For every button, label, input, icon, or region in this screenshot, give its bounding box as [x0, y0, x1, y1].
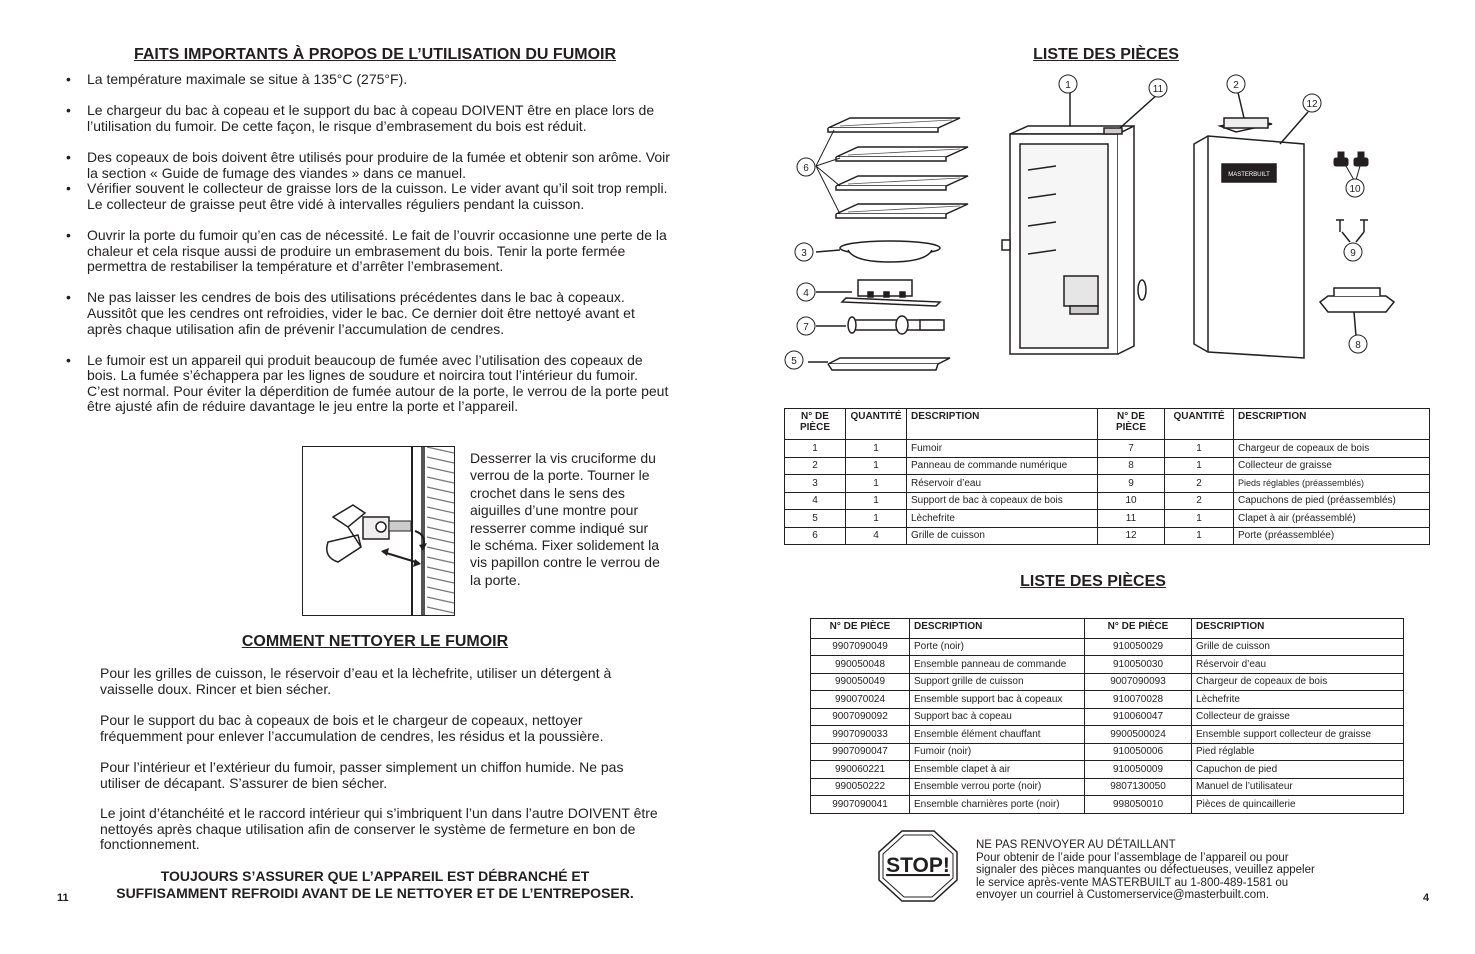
table-cell: Grille de cuisson — [1192, 638, 1404, 656]
column-header: N° DE PIÈCE — [1098, 409, 1165, 440]
table-cell: 12 — [1098, 527, 1165, 545]
table-cell: 10 — [1098, 492, 1165, 510]
table-row — [785, 527, 1430, 545]
warning-line-2: SUFFISAMMENT REFROIDI AVANT DE LE NETTOYER ET DE L’ENTREPOSER. — [116, 885, 634, 901]
table-cell: 9907090041 — [811, 796, 910, 814]
table-cell: 9807130050 — [1085, 778, 1192, 796]
table-cell: Ensemble support bac à copeaux — [910, 691, 1085, 709]
wood-chip-loader-drawing — [816, 316, 944, 334]
door-latch-drawing — [303, 447, 454, 615]
table-cell: 2 — [785, 457, 846, 475]
clean-paragraph: Le joint d’étanchéité et le raccord intérieur qui s’imbriquent l’un dans l’autre DOIVENT être nettoyés après chaque utilisation afin de conserver le système de fermeture en bon de fonctionnement. — [100, 805, 658, 853]
table-row — [811, 796, 1404, 814]
table-cell: 9007090092 — [811, 708, 910, 726]
column-header: QUANTITÉ — [1165, 409, 1234, 440]
warning-line-1: TOUJOURS S’ASSURER QUE L’APPAREIL EST DÉBRANCHÉ ET — [160, 868, 590, 884]
notice-line: le service après-vente MASTERBUILT au 1-800-489-1581 ou — [976, 876, 1289, 889]
table-row — [811, 656, 1404, 674]
column-header: DESCRIPTION — [910, 619, 1085, 639]
table-cell: Ensemble support collecteur de graisse — [1192, 726, 1404, 744]
table-cell: 5 — [785, 510, 846, 528]
table-cell: Réservoir d’eau — [1192, 656, 1404, 674]
table-cell: 1 — [1165, 457, 1234, 475]
table-cell: 1 — [846, 475, 907, 493]
cleaning-warning — [100, 868, 650, 902]
table-cell: Porte (préassemblée) — [1234, 527, 1430, 545]
table-cell: Clapet à air (préassemblé) — [1234, 510, 1430, 528]
callout-label: 4 — [803, 288, 809, 299]
table-cell: Manuel de l’utilisateur — [1192, 778, 1404, 796]
table-cell: Panneau de commande numérique — [907, 457, 1098, 475]
callout-label: 12 — [1306, 99, 1318, 110]
table-cell: Pied réglable — [1192, 743, 1404, 761]
table-cell: 910050030 — [1085, 656, 1192, 674]
table-cell: 990050222 — [811, 778, 910, 796]
chip-tray-bracket-drawing — [816, 280, 940, 306]
table-cell: Support bac à copeau — [910, 708, 1085, 726]
adjustable-feet-drawing — [1336, 220, 1368, 242]
table-cell: 1 — [785, 440, 846, 458]
latch-caption: Desserrer la vis cruciforme du verrou de la porte. Tourner le crochet dans le sens des aiguilles d’une montre pour resserrer comme indiqué sur le schéma. Fixer solidement la vis papillon contre le verrou de la porte. — [470, 450, 660, 588]
table-cell: Réservoir d’eau — [907, 475, 1098, 493]
bullet-item: • Ne pas laisser les cendres de bois des utilisations précédentes dans le bac à copeaux. Aussitôt que les cendres ont refroidies, vider le bac. Ce dernier doit être nettoyé avant et après chaque utilisation afin de prévenir l’accumulation de cendres. — [66, 290, 671, 337]
table-cell: 9907090033 — [811, 726, 910, 744]
table-row — [811, 743, 1404, 761]
table-cell: 9907090049 — [811, 638, 910, 656]
table-row — [785, 510, 1430, 528]
part-numbers-table — [810, 618, 1404, 814]
table-cell: 6 — [785, 527, 846, 545]
callout-label: 3 — [801, 248, 807, 259]
table-cell: Collecteur de graisse — [1192, 708, 1404, 726]
table-cell: 910050029 — [1085, 638, 1192, 656]
door-logo: MASTERBUILT — [1228, 172, 1270, 178]
table-row — [785, 440, 1430, 458]
parts-diagram — [780, 70, 1410, 380]
table-cell: 990070024 — [811, 691, 910, 709]
table-cell: 1 — [1165, 527, 1234, 545]
table-header-row — [811, 619, 1404, 639]
column-header: DESCRIPTION — [1192, 619, 1404, 639]
table-cell: 3 — [785, 475, 846, 493]
column-header: DESCRIPTION — [907, 409, 1098, 440]
bullet-item: • Des copeaux de bois doivent être utilisés pour produire de la fumée et obtenir son arôme. Voir la section « Guide de fumage des viandes » dans ce manuel. — [66, 150, 671, 181]
left-page-title: FAITS IMPORTANTS À PROPOS DE L’UTILISATION DU FUMOIR — [133, 46, 617, 63]
notice-line: Pour obtenir de l’aide pour l’assemblage de l’appareil ou pour — [976, 851, 1289, 864]
clean-paragraph: Pour l’intérieur et l’extérieur du fumoir, passer simplement un chiffon humide. Ne pas utiliser de décapant. S’assurer de bien sécher. — [100, 759, 624, 791]
clean-title: COMMENT NETTOYER LE FUMOIR — [241, 633, 509, 650]
cooking-grills-drawing — [828, 118, 968, 218]
table-header-row — [785, 409, 1430, 440]
retailer-notice — [976, 839, 1346, 902]
table-cell: 9900500024 — [1085, 726, 1192, 744]
table-row — [811, 691, 1404, 709]
table-cell: Support grille de cuisson — [910, 673, 1085, 691]
table-row — [785, 475, 1430, 493]
table-row — [811, 778, 1404, 796]
table-cell: Ensemble clapet à air — [910, 761, 1085, 779]
table-cell: 7 — [1098, 440, 1165, 458]
notice-line: NE PAS RENVOYER AU DÉTAILLANT — [976, 839, 1176, 851]
table-cell: 990050049 — [811, 673, 910, 691]
bullet-item: • Le fumoir est un appareil qui produit beaucoup de fumée avec l’utilisation des copeaux de bois. La fumée s’échappera par les lignes de soudure et noircira tout l’intérieur du fumoir. C’est normal. Pour éviter la déperdition de fumée autour de la porte, le verrou de la porte peut être ajusté afin de réduire davantage le jeu entre la porte et l’appareil. — [66, 353, 671, 415]
table-cell: Chargeur de copeaux de bois — [1192, 673, 1404, 691]
clean-paragraph: Pour les grilles de cuisson, le réservoir d’eau et la lèchefrite, utiliser un détergent à vaisselle doux. Rincer et bien sécher. — [100, 665, 612, 697]
table-cell: 910050009 — [1085, 761, 1192, 779]
clean-paragraph: Pour le support du bac à copeaux de bois et le chargeur de copeaux, nettoyer fréquemment pour enlever l’accumulation de cendres, les résidus et la poussière. — [100, 712, 604, 744]
table-cell: 990060221 — [811, 761, 910, 779]
callout-label: 8 — [1355, 340, 1361, 351]
left-page-number: 11 — [57, 892, 69, 904]
table-cell: 8 — [1098, 457, 1165, 475]
right-page-title-2: LISTE DES PIÈCES — [1020, 573, 1166, 590]
table-cell: 998050010 — [1085, 796, 1192, 814]
table-row — [785, 492, 1430, 510]
right-page-number: 4 — [1423, 892, 1430, 904]
table-cell: 1 — [1165, 440, 1234, 458]
table-cell: Fumoir — [907, 440, 1098, 458]
table-row — [785, 457, 1430, 475]
table-cell: Ensemble panneau de commande — [910, 656, 1085, 674]
callout-label: 6 — [803, 163, 809, 174]
callout-label: 1 — [1065, 80, 1071, 91]
callout-label: 10 — [1349, 184, 1361, 195]
table-cell: 4 — [785, 492, 846, 510]
callout-label: 2 — [1233, 80, 1239, 91]
bullet-item: • Ouvrir la porte du fumoir qu’en cas de nécessité. Le fait de l’ouvrir occasionne une perte de la chaleur et cela risque aussi de produire un embrasement du bois. Tenir la porte fermée permettra de restabiliser la température et d’arrêter l’embrasement. — [66, 228, 671, 275]
leg-caps-drawing — [1334, 152, 1368, 180]
table-cell: 9 — [1098, 475, 1165, 493]
column-header: QUANTITÉ — [846, 409, 907, 440]
table-cell: 1 — [846, 510, 907, 528]
smoker-body-drawing — [1002, 90, 1158, 354]
table-cell: 1 — [846, 440, 907, 458]
callout-label: 9 — [1350, 248, 1356, 259]
table-cell: Lèchefrite — [1192, 691, 1404, 709]
table-cell: 11 — [1098, 510, 1165, 528]
column-header: N° DE PIÈCE — [1085, 619, 1192, 639]
bullet-item: • Le chargeur du bac à copeau et le support du bac à copeau DOIVENT être en place lors de l’utilisation du fumoir. De cette façon, le risque d’embrasement du bois est réduit. — [66, 103, 671, 134]
water-bowl-drawing — [816, 241, 940, 262]
stop-sign-icon — [878, 830, 958, 902]
callout-label: 11 — [1152, 84, 1164, 95]
table-cell: Grille de cuisson — [907, 527, 1098, 545]
table-row — [811, 708, 1404, 726]
bullet-item: • Vérifier souvent le collecteur de graisse lors de la cuisson. Le vider avant qu’il soit trop rempli. Le collecteur de graisse peut être vidé à intervalles réguliers pendant la cuisson. — [66, 181, 671, 212]
table-cell: 4 — [846, 527, 907, 545]
table-cell: Pieds réglables (préassemblés) — [1234, 475, 1430, 493]
grease-tray-drawing — [1320, 288, 1394, 336]
table-cell: Ensemble charnières porte (noir) — [910, 796, 1085, 814]
table-cell: 9007090093 — [1085, 673, 1192, 691]
table-row — [811, 638, 1404, 656]
drip-pan-drawing — [808, 358, 950, 370]
table-cell: 1 — [846, 492, 907, 510]
parts-quantity-table — [784, 408, 1430, 545]
table-cell: Fumoir (noir) — [910, 743, 1085, 761]
notice-line: signaler des pièces manquantes ou défectueuses, veuillez appeler — [976, 864, 1315, 876]
notice-line: envoyer un courriel à Customerservice@masterbuilt.com. — [976, 889, 1269, 901]
table-cell: Capuchons de pied (préassemblés) — [1234, 492, 1430, 510]
right-page-title: LISTE DES PIÈCES — [1033, 46, 1179, 63]
table-cell: Chargeur de copeaux de bois — [1234, 440, 1430, 458]
table-cell: 910070028 — [1085, 691, 1192, 709]
table-row — [811, 673, 1404, 691]
callout-label: 5 — [791, 356, 797, 367]
door-drawing — [1194, 84, 1308, 358]
table-cell: 910050006 — [1085, 743, 1192, 761]
callout-label: 7 — [803, 322, 809, 333]
table-cell: Lèchefrite — [907, 510, 1098, 528]
column-header: N° DE PIÈCE — [785, 409, 846, 440]
table-cell: 2 — [1165, 492, 1234, 510]
table-row — [811, 726, 1404, 744]
table-cell: Collecteur de graisse — [1234, 457, 1430, 475]
usage-facts-list — [66, 72, 671, 415]
table-cell: 9907090047 — [811, 743, 910, 761]
column-header: DESCRIPTION — [1234, 409, 1430, 440]
table-cell: Porte (noir) — [910, 638, 1085, 656]
table-cell: 1 — [1165, 510, 1234, 528]
table-cell: Ensemble verrou porte (noir) — [910, 778, 1085, 796]
table-cell: Support de bac à copeaux de bois — [907, 492, 1098, 510]
table-row — [811, 761, 1404, 779]
table-cell: 1 — [846, 457, 907, 475]
table-cell: Ensemble élément chauffant — [910, 726, 1085, 744]
bullet-item: • La température maximale se situe à 135°C (275°F). — [66, 72, 671, 88]
stop-label: STOP! — [886, 854, 950, 877]
table-cell: 990050048 — [811, 656, 910, 674]
table-cell: 910060047 — [1085, 708, 1192, 726]
door-latch-illustration — [302, 446, 455, 616]
table-cell: Pièces de quincaillerie — [1192, 796, 1404, 814]
table-cell: Capuchon de pied — [1192, 761, 1404, 779]
column-header: N° DE PIÈCE — [811, 619, 910, 639]
table-cell: 2 — [1165, 475, 1234, 493]
